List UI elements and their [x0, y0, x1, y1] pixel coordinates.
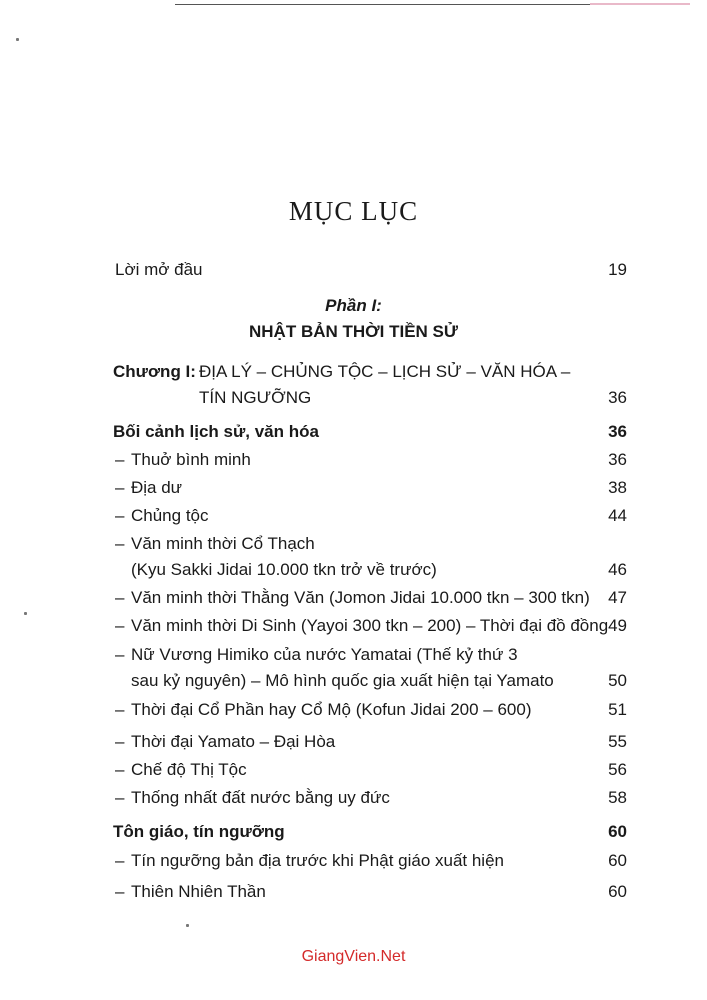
section-label: Tôn giáo, tín ngưỡng [113, 822, 285, 841]
toc-page: 60 [608, 822, 627, 841]
top-rule [175, 4, 605, 5]
toc-page: 49 [608, 616, 627, 635]
toc-label: Văn minh thời Cổ Thạch [131, 534, 315, 553]
watermark-footer: GiangVien.Net [301, 948, 406, 965]
toc-page: 44 [608, 506, 627, 525]
toc-page: 55 [608, 732, 627, 751]
scan-speck [24, 612, 27, 615]
toc-page: 47 [608, 588, 627, 607]
section-label: Bối cảnh lịch sử, văn hóa [113, 422, 319, 441]
toc-label: Văn minh thời Thằng Văn (Jomon Jidai 10.000 tkn – 300 tkn) [131, 588, 590, 607]
dash-bullet: – [115, 760, 125, 779]
page-title: MỤC LỤC [288, 196, 419, 226]
toc-page: 19 [608, 260, 627, 279]
toc-page: 56 [608, 760, 627, 779]
dash-bullet: – [115, 450, 125, 469]
toc-page: 36 [608, 422, 627, 441]
scan-speck [16, 38, 19, 41]
dash-bullet: – [115, 478, 125, 497]
toc-label: (Kyu Sakki Jidai 10.000 tkn trở về trước) [131, 560, 437, 579]
toc-label: Tín ngưỡng bản địa trước khi Phật giáo xuất hiện [131, 851, 504, 870]
toc-label: Địa dư [131, 478, 183, 497]
toc-page: 36 [608, 450, 627, 469]
part-title: NHẬT BẢN THỜI TIỀN SỬ [249, 322, 458, 341]
toc-label: Lời mở đầu [115, 260, 203, 279]
toc-page: 38 [608, 478, 627, 497]
toc-label: Thời đại Cổ Phần hay Cổ Mộ (Kofun Jidai 200 – 600) [131, 700, 532, 719]
part-label: Phần I: [325, 296, 382, 315]
chapter-label: Chương I: [113, 362, 196, 381]
toc-page: 50 [608, 671, 627, 690]
toc-label: sau kỷ nguyên) – Mô hình quốc gia xuất hiện tại Yamato [131, 671, 554, 690]
dash-bullet: – [115, 616, 125, 635]
chapter-title-line2: TÍN NGƯỠNG [199, 388, 312, 407]
toc-label: Chủng tộc [131, 506, 209, 525]
dash-bullet: – [115, 788, 125, 807]
dash-bullet: – [115, 851, 125, 870]
toc-label: Thời đại Yamato – Đại Hòa [131, 732, 336, 751]
dash-bullet: – [115, 506, 125, 525]
dash-bullet: – [115, 732, 125, 751]
dash-bullet: – [115, 534, 125, 553]
toc-label: Thuở bình minh [131, 450, 251, 469]
top-edge-tint [590, 3, 690, 5]
dash-bullet: – [115, 700, 125, 719]
dash-bullet: – [115, 588, 125, 607]
toc-label: Thống nhất đất nước bằng uy đức [131, 788, 390, 807]
dash-bullet: – [115, 645, 125, 664]
scan-speck [186, 924, 189, 927]
toc-label: Thiên Nhiên Thần [131, 882, 266, 901]
toc-page: 36 [608, 388, 627, 407]
toc-label: Nữ Vương Himiko của nước Yamatai (Thế kỷ thứ 3 [131, 645, 518, 664]
toc-page: 51 [608, 700, 627, 719]
toc-page: 60 [608, 882, 627, 901]
toc-page: 58 [608, 788, 627, 807]
toc-page: 60 [608, 851, 627, 870]
toc-page: 46 [608, 560, 627, 579]
chapter-title-line1: ĐỊA LÝ – CHỦNG TỘC – LỊCH SỬ – VĂN HÓA – [199, 362, 571, 381]
dash-bullet: – [115, 882, 125, 901]
toc-label: Chế độ Thị Tộc [131, 760, 247, 779]
toc-label: Văn minh thời Di Sinh (Yayoi 300 tkn – 200) – Thời đại đồ đồng [131, 616, 609, 635]
